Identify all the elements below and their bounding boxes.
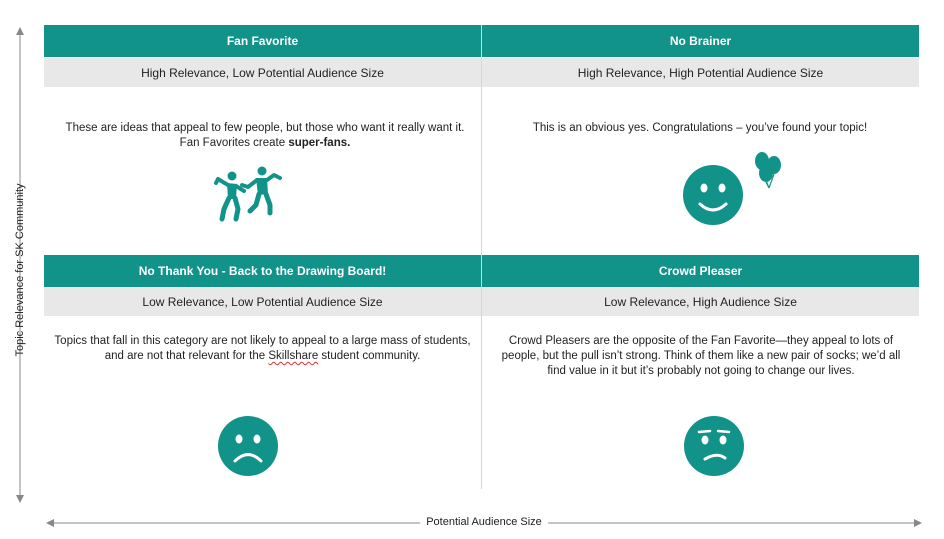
y-axis-label: Topic Relevance for SK Community xyxy=(14,183,26,357)
no-thank-you-subtitle: Low Relevance, Low Potential Audience Size xyxy=(142,294,383,309)
sad-face-icon xyxy=(217,415,279,477)
no-thank-you-title: No Thank You - Back to the Drawing Board! xyxy=(138,264,387,278)
no-brainer-title: No Brainer xyxy=(669,34,732,48)
no-brainer-subtitle: High Relevance, High Potential Audience Size xyxy=(577,65,824,80)
crowd-pleaser-title: Crowd Pleaser xyxy=(658,264,743,278)
no-brainer-subheader xyxy=(482,58,919,87)
no-thank-you-description: Topics that fall in this category are not likely to appeal to a large mass of students, and are not that relevant for the Skillshare student community. xyxy=(54,335,471,362)
smiley-balloons-icon xyxy=(680,146,786,228)
crowd-pleaser-subtitle: Low Relevance, High Audience Size xyxy=(604,294,797,309)
fan-favorite-header xyxy=(44,25,481,57)
fan-favorite-description: These are ideas that appeal to few people, but those who want it really want it. Fan Favorites create super-fans. xyxy=(65,122,465,149)
crowd-pleaser-description: Crowd Pleasers are the opposite of the Fan Favorite—they appeal to lots of people, but the pull isn’t strong. Think of them like a new pair of socks; we’d all find value in it but it’s probably not going to change our lives. xyxy=(501,335,901,377)
dancing-people-icon xyxy=(212,163,288,223)
no-thank-you-subheader xyxy=(44,287,481,316)
fan-favorite-subheader xyxy=(44,58,481,87)
fan-favorite-subtitle: High Relevance, Low Potential Audience Size xyxy=(141,65,384,80)
no-thank-you-header xyxy=(44,255,481,287)
fan-favorite-title: Fan Favorite xyxy=(226,34,299,48)
skillshare-text: Skillshare xyxy=(268,350,319,362)
crowd-pleaser-header xyxy=(482,255,919,287)
no-brainer-header xyxy=(482,25,919,57)
crowd-pleaser-subheader xyxy=(482,287,919,316)
no-brainer-description: This is an obvious yes. Congratulations – you’ve found your topic! xyxy=(532,122,868,134)
x-axis-label: Potential Audience Size xyxy=(420,516,548,528)
meh-face-icon xyxy=(683,415,745,477)
